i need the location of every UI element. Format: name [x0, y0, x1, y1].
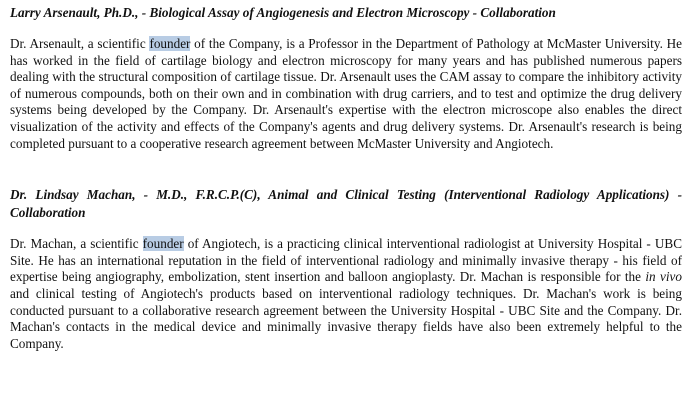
- spacer: [10, 152, 682, 186]
- spacer: [10, 222, 682, 236]
- search-highlight: founder: [142, 236, 184, 252]
- italic-term: in vivo: [645, 269, 682, 285]
- paragraph-text: of the Company, is a Professor in the Department of Pathology at McMaster University. He has worked in the field of cartilage biology and electron microscopy for many years and has published numerous papers dealing with the structural composition of cartilage tissue. Dr. Arsenault uses the CAM assay to compare the inhibitory activity of numerous compounds, both on their own and in combination with drug carriers, and to test and optimize the drug delivery systems being developed by the Company. Dr. Arsenault's expertise with the electron microscope also enables the direct visualization of the activity and effects of the Company's agents and drug delivery systems. Dr. Arsenault's research is being completed pursuant to a cooperative research agreement between McMaster University and Angiotech.: [10, 36, 682, 151]
- paragraph-text: and clinical testing of Angiotech's products based on interventional radiology techniques. Dr. Machan's work is being conducted pursuant to a collaborative research agreement between the University Hospital - UBC Site and the Company. Dr. Machan's contacts in the medical device and minimally invasive therapy fields have also been extremely helpful to the Company.: [10, 285, 682, 351]
- spacer: [10, 22, 682, 36]
- paragraph-text: Dr. Machan, a scientific: [10, 236, 143, 252]
- paragraph-machan: [10, 236, 682, 352]
- paragraph-text: of Angiotech, is a practicing clinical interventional radiologist at University Hospital - UBC Site. He has an international reputation in the field of interventional radiology and minimally invasive therapy - his field of expertise being angiography, embolization, stent insertion and balloon angioplasty. Dr. Machan is responsible for the: [10, 236, 682, 285]
- document-page: [10, 4, 682, 352]
- section-heading-arsenault: Larry Arsenault, Ph.D., - Biological Assay of Angiogenesis and Electron Microscopy - Collaboration: [10, 5, 556, 20]
- section-heading-machan: Dr. Lindsay Machan, - M.D., F.R.C.P.(C), Animal and Clinical Testing (Interventional Radiology Applications) - Collaboration: [10, 187, 682, 221]
- paragraph-text: Dr. Arsenault, a scientific: [10, 36, 150, 51]
- search-highlight: founder: [149, 36, 191, 51]
- paragraph-arsenault: [10, 36, 682, 152]
